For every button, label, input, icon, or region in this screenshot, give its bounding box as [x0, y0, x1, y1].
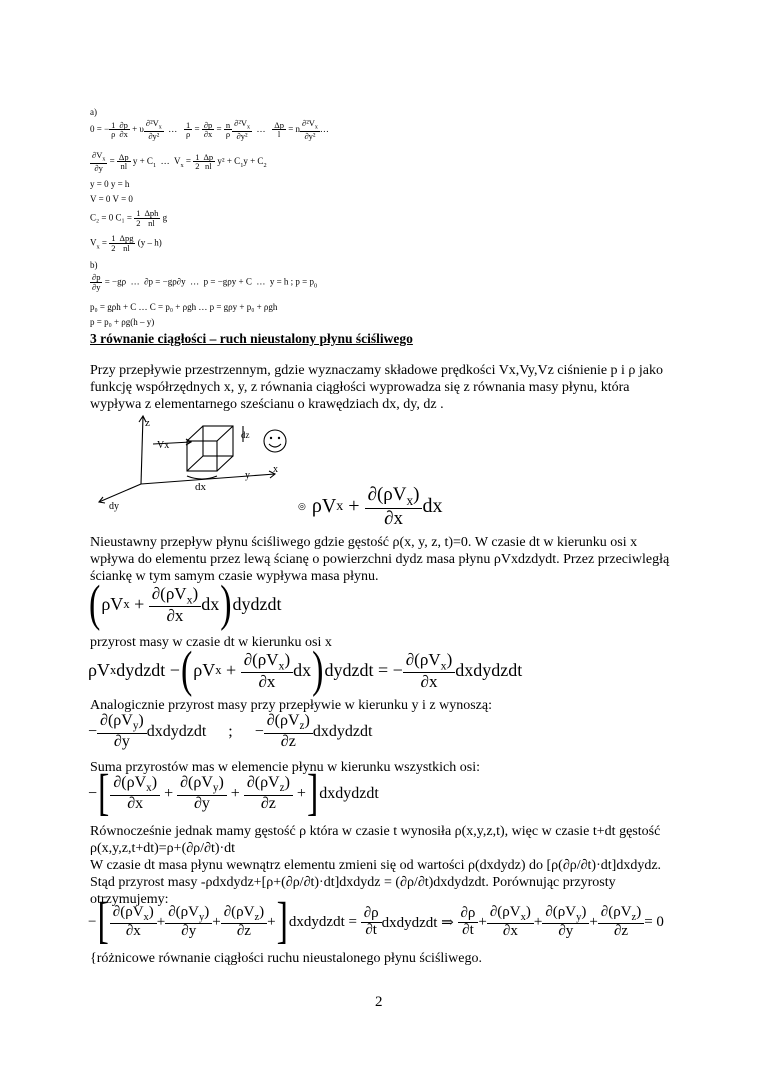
- fig-label-dx: dx: [195, 481, 206, 493]
- page-number: 2: [375, 994, 383, 1010]
- mass-increase-x-equation: ρV x dydzdt − ( ρV x + $\partial(\rho V_x)$ ∂x dx ) dydzdt = − $\partial(\rho V_x)$ ∂x dxdydzdt: [88, 642, 523, 698]
- smiley-icon: [264, 430, 286, 452]
- part-a-velocity-lead: V: [90, 237, 97, 248]
- cube-sketch-figure: [95, 414, 305, 514]
- part-a-constants: C₂ = 0 C₁ = $\frac{1}{2}$ Δph nl g: [90, 208, 168, 228]
- conclusion-text: {różnicowe równanie ciągłości ruchu nieustalonego płynu ściśliwego.: [90, 951, 482, 966]
- sum-text: Suma przyrostów mas w elemencie płynu w kierunku wszystkich osi:: [90, 760, 480, 775]
- part-b-label: b): [90, 260, 98, 270]
- flux-x-expression: ◎ ρV x + $\partial(\rho V_x)$ ∂x dx: [298, 484, 443, 529]
- intro-line-3: wypływa z elementarnego sześcianu o krawędziach dx, dy, dz .: [90, 397, 444, 412]
- density-line-4: Stąd przyrost masy -ρdxdydz+[ρ+(∂ρ/∂t)·dt]dxdydz = (∂ρ/∂t)dxdydzdt. Porównując przyrosty: [90, 875, 616, 890]
- density-line-2: ρ(x,y,z,t+dt)=ρ+(∂ρ/∂t)·dt: [90, 841, 236, 856]
- intro-line-2: funkcję współrzędnych x, y, z równania ciągłości wyprowadza się z równania masy płynu, która: [90, 380, 630, 395]
- para2-line-1: Nieustawny przepływ płynu ściśliwego gdzie gęstość ρ(x, y, z, t)=0. W czasie dt w kierunku osi x: [90, 535, 638, 550]
- part-a-y-bc: y = 0 y = h: [90, 179, 130, 189]
- fig-label-dy: dy: [109, 501, 119, 512]
- mass-increase-x-text: przyrost masy w czasie dt w kierunku osi x: [90, 635, 332, 650]
- part-a-equation-row-1: 0 = − $\frac{1}{\rho}$ $\frac{\partial p}{\partial x}$ + υ $\frac{\partial^2V_x}{\text{∂y²}}$ … $\frac{1}{\rho}$ = $\frac{\partial p}{\partial x}$ = $\frac{n}{\rho}$ $\frac{\partial^2V_x}{\text{∂y²}}$ … $\frac{\Delta p}{l}$ = n $\frac{\partial^2V_x}{\text{∂y²}}$ …: [90, 118, 329, 141]
- z-axis: [141, 416, 143, 484]
- continuity-final-equation: − [ $\partial(\rho V_x)$ ∂x + $\partial(\rho V_y)$ ∂y + $\partial(\rho V_z)$ ∂z + ] dxdydzdt = ∂ρ ∂t dxdydzdt ⇒ ∂ρ ∂t + $\partial(\rho V_x)$ ∂x + $\partial(\rho V_y)$ ∂y + $\partial(\rho V_z)$ ∂z = 0: [88, 893, 664, 950]
- density-line-3: W czasie dt masa płynu wewnątrz elementu zmieni się od wartości ρ(dxdydz) do [ρ(∂ρ/∂t)·dt]dxdydz.: [90, 858, 662, 873]
- density-line-1: Równocześnie jednak mamy gęstość ρ która w czasie t wynosiła ρ(x,y,z,t), więc w czasie t+dt gęstość: [90, 824, 661, 839]
- part-b-p-final: p = p₀ + ρg(h – y): [90, 317, 155, 327]
- para2-line-3: ściankę w tym samym czasie wypływa masa płynu.: [90, 569, 379, 584]
- y-axis: [99, 484, 141, 502]
- part-a-velocity-solution: $V_x$ = $\frac{1}{2}$ Δpg nl (y – h): [90, 233, 162, 253]
- mass-increase-yz-equation: − $\partial(\rho V_y)$ ∂y dxdydzdt ; − $\partial(\rho V_z)$ ∂z dxdydzdt: [88, 712, 373, 750]
- analog-yz-text: Analogicznie przyrost masy przy przepływie w kierunku y i z wynoszą:: [90, 698, 492, 713]
- part-a-constants-text: C₂ = 0 C₁ =: [90, 212, 132, 223]
- fig-label-vx: Vx: [157, 440, 170, 451]
- density-line-5: otrzymujemy:: [90, 892, 169, 907]
- para2-line-2: wpływa do elementu przez lewą ścianę o powierzchni dydz masa płynu ρVxdzdydt. Przez przeciwległą: [90, 552, 670, 567]
- section-title: 3 równanie ciągłości – ruch nieustalony płynu ściśliwego: [90, 331, 413, 346]
- fig-label-dz: dz: [241, 430, 250, 440]
- part-b-p0-line: p₀ = gρh + C … C = p₀ + ρgh … p = gρy + p₀ + ρgh: [90, 302, 278, 312]
- part-a-velocity-tail: (y – h): [137, 237, 162, 248]
- part-a-label: a): [90, 107, 97, 117]
- fig-label-y: y: [245, 470, 250, 481]
- part-b-equation-row-1: $\frac{\partial p}{\partial y}$ = −gρ … ∂p = −gρ∂y … p = −gρy + C … y = h ; $p = p_0$: [92, 272, 318, 292]
- outflow-mass-equation: ( ρV x + $\partial(\rho V_x)$ ∂x dx ) dydzdt: [89, 576, 282, 632]
- part-a-equation-row-2: $\frac{\partial V_x}{\partial y}$ = $\frac{\Delta p}{nl}$ $y + C_1$ … $V_x$ = $\frac{1}{2}$ $\frac{\Delta p}{nl}$ $y^2 + C_1y + C_2$: [92, 150, 267, 173]
- part-a-v-bc: V = 0 V = 0: [90, 194, 133, 204]
- fig-label-z: z: [145, 417, 150, 429]
- sum-equation: − [ $\partial(\rho V_x)$ ∂x + $\partial(\rho V_y)$ ∂y + $\partial(\rho V_z)$ ∂z + ] dxdydzdt: [88, 765, 379, 821]
- fig-label-x: x: [273, 464, 278, 475]
- intro-line-1: Przy przepływie przestrzennym, gdzie wyznaczamy składowe prędkości Vx,Vy,Vz ciśnienie p i ρ jako: [90, 363, 664, 378]
